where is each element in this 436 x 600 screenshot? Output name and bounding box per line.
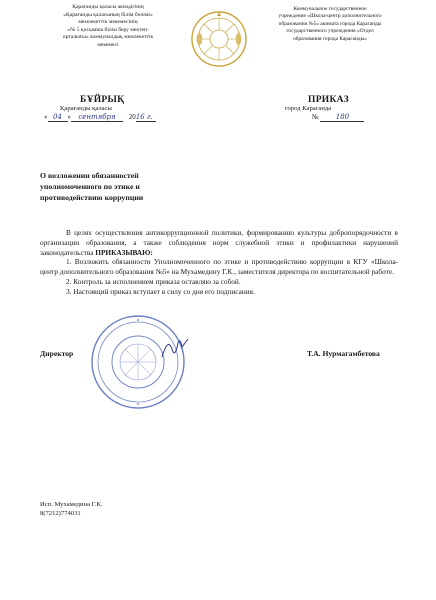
header-left-line: мемлекеттік мекемесінің (78, 19, 138, 26)
header-left-line: орталығы» коммуналдық мемлекеттік (62, 34, 154, 41)
order-number (312, 113, 364, 122)
header-right-line: Коммунальное государственное (293, 6, 367, 12)
date-open-quote: « (44, 113, 48, 121)
order-body (40, 228, 398, 297)
body-item-1: 1. Возложить обязанности Уполномоченного по этике и противодействию коррупции в КГУ «Школа-центр дополнительного образования №5» на Мухамедину Г.К., заместителя директора по воспитательной работе. (40, 257, 398, 277)
date-close-quote: » (67, 113, 71, 121)
director-name: Т.А. Нурмагамбетова (307, 349, 380, 358)
body-intro-emphasis: ПРИКАЗЫВАЮ: (95, 247, 153, 257)
executor-phone: 8(7212)774031 (40, 510, 81, 517)
city-kz: Қарағанды қаласы (60, 105, 112, 112)
header-left-line: «Қарағанды қаласының білім бөлімі» (63, 11, 153, 18)
city-ru: город Караганда (285, 105, 332, 112)
kazakhstan-state-emblem-icon (190, 10, 248, 68)
date-month: сентября (71, 113, 123, 122)
body-intro: В целях осуществления антикоррупционной политики, формированию культуры добропорядочности в организации образования, а также соблюдения норм служебной этики и профилактики нарушений законодательства (40, 228, 398, 257)
order-label-kz: БҰЙРЫҚ (80, 95, 125, 105)
header-right-line: государственного учреждения «Отдел (286, 28, 374, 35)
order-date (44, 113, 156, 122)
executor-info (40, 500, 102, 518)
title-line: уполномоченного по этике и (40, 182, 140, 191)
header-left-line: Қарағанды қаласы әкімдігінің (72, 4, 144, 10)
signature-icon (160, 335, 190, 363)
order-title (40, 170, 210, 203)
body-item-3: 3. Настоящий приказ вступает в силу со дня его подписания. (66, 286, 255, 296)
title-line: противодействию коррупции (40, 193, 144, 202)
executor-name: Исп. Мухамедина Г.К. (40, 501, 103, 508)
director-role: Директор (40, 349, 74, 358)
header-right-line: учреждение «Школа-центр дополнительного (278, 13, 382, 20)
header-right-ru (268, 6, 392, 43)
header-right-line: образования города Караганды» (293, 35, 367, 42)
number-value: 180 (320, 113, 364, 122)
date-year: 16 г. (136, 113, 156, 122)
date-year-prefix: 20 (128, 113, 136, 121)
title-line: О возложении обязанностей (40, 171, 139, 180)
body-item-2: 2. Контроль за исполнением приказа оставляю за собой. (66, 276, 241, 286)
header-right-line: образования №5» акимата города Караганды (278, 20, 382, 27)
number-prefix: № (312, 113, 319, 121)
header-left-line: мекемесі (97, 41, 119, 48)
order-label-ru: ПРИКАЗ (308, 95, 349, 105)
body-intro-paragraph (40, 228, 398, 257)
date-day: 04 (48, 113, 68, 122)
header-left-kz (46, 4, 170, 50)
header-left-line: «№ 5 қосымша білім беру мектеп- (67, 26, 149, 33)
